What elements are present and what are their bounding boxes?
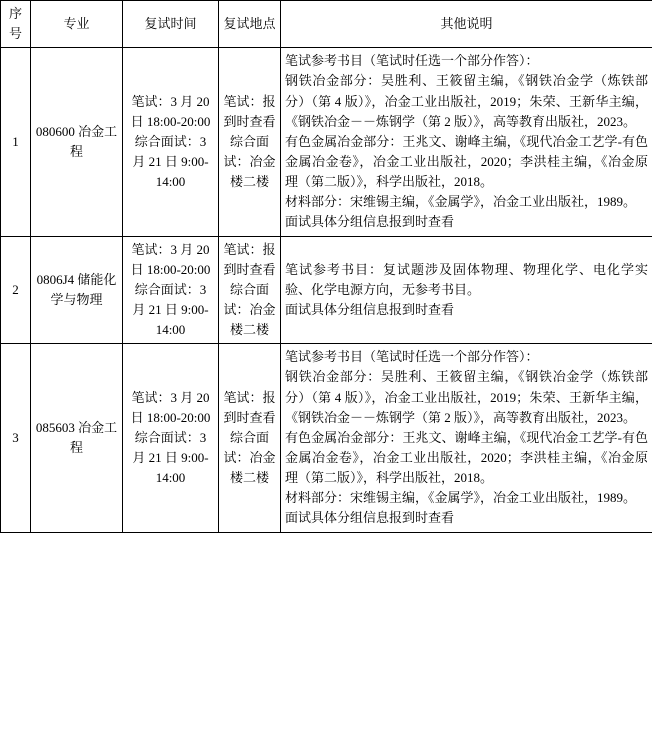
column-header-major: 专业 [31, 1, 123, 48]
table-row [1, 344, 652, 532]
cell-place: 笔试：报到时查看 综合面试：冶金楼二楼 [219, 236, 281, 344]
notes-paragraph: 材料部分：宋维锡主编，《金属学》，冶金工业出版社，1989。 [285, 194, 637, 210]
table-row [1, 48, 652, 236]
cell-notes [281, 48, 652, 236]
notes-paragraph: 有色金属冶金部分：王兆文、谢峰主编，《现代冶金工艺学-有色金属冶金卷》，冶金工业出版社，2020；李洪桂主编，《冶金原理（第二版）》，科学出版社，2018。 [285, 429, 648, 486]
table-header [1, 1, 652, 48]
notes-paragraph: 材料部分：宋维锡主编，《金属学》，冶金工业出版社，1989。 [285, 490, 637, 506]
notes-paragraph: 笔试参考书目（笔试时任选一个部分作答）： [285, 349, 539, 365]
notes-paragraph: 钢铁冶金部分：吴胜利、王筱留主编，《钢铁冶金学（炼铁部分）（第 4 版）》，冶金工业出版社，2019；朱荣、王新华主编，《钢铁冶金－－炼钢学（第 2 版）》，高等教育出版社，2023。 [285, 369, 648, 425]
column-header-time: 复试时间 [123, 1, 219, 48]
cell-major: 085603 冶金工程 [31, 344, 123, 532]
cell-time: 笔试：3 月 20 日 18:00-20:00 综合面试：3 月 21 日 9:00-14:00 [123, 48, 219, 236]
column-header-notes: 其他说明 [281, 1, 652, 48]
notes-paragraph: 面试具体分组信息报到时查看 [285, 510, 455, 526]
cell-seq: 1 [1, 48, 31, 236]
column-header-seq: 序号 [1, 1, 31, 48]
column-header-place: 复试地点 [219, 1, 281, 48]
cell-place: 笔试：报到时查看 综合面试：冶金楼二楼 [219, 48, 281, 236]
notes-paragraph: 有色金属冶金部分：王兆文、谢峰主编，《现代冶金工艺学-有色金属冶金卷》，冶金工业出版社，2020；李洪桂主编，《冶金原理（第二版）》，科学出版社，2018。 [285, 133, 648, 190]
notes-paragraph: 面试具体分组信息报到时查看 [285, 301, 455, 317]
notes-paragraph: 面试具体分组信息报到时查看 [285, 214, 455, 230]
cell-major: 080600 冶金工程 [31, 48, 123, 236]
table-body [1, 48, 652, 532]
cell-notes [281, 344, 652, 532]
cell-place: 笔试：报到时查看 综合面试：冶金楼二楼 [219, 344, 281, 532]
table-header-row [1, 1, 652, 48]
cell-seq: 2 [1, 236, 31, 344]
notes-paragraph: 钢铁冶金部分：吴胜利、王筱留主编，《钢铁冶金学（炼铁部分）（第 4 版）》，冶金工业出版社，2019；朱荣、王新华主编，《钢铁冶金－－炼钢学（第 2 版）》，高等教育出版社，2023。 [285, 73, 648, 129]
cell-seq: 3 [1, 344, 31, 532]
table-row [1, 236, 652, 344]
cell-time: 笔试：3 月 20 日 18:00-20:00 综合面试：3 月 21 日 9:00-14:00 [123, 344, 219, 532]
cell-notes [281, 236, 652, 344]
notes-paragraph: 笔试参考书目（笔试时任选一个部分作答）： [285, 53, 539, 69]
notes-paragraph: 笔试参考书目：复试题涉及固体物理、物理化学、电化学实验、化学电源方向，无参考书目。 [285, 261, 648, 297]
cell-major: 0806J4 储能化学与物理 [31, 236, 123, 344]
cell-time: 笔试：3 月 20 日 18:00-20:00 综合面试：3 月 21 日 9:00-14:00 [123, 236, 219, 344]
